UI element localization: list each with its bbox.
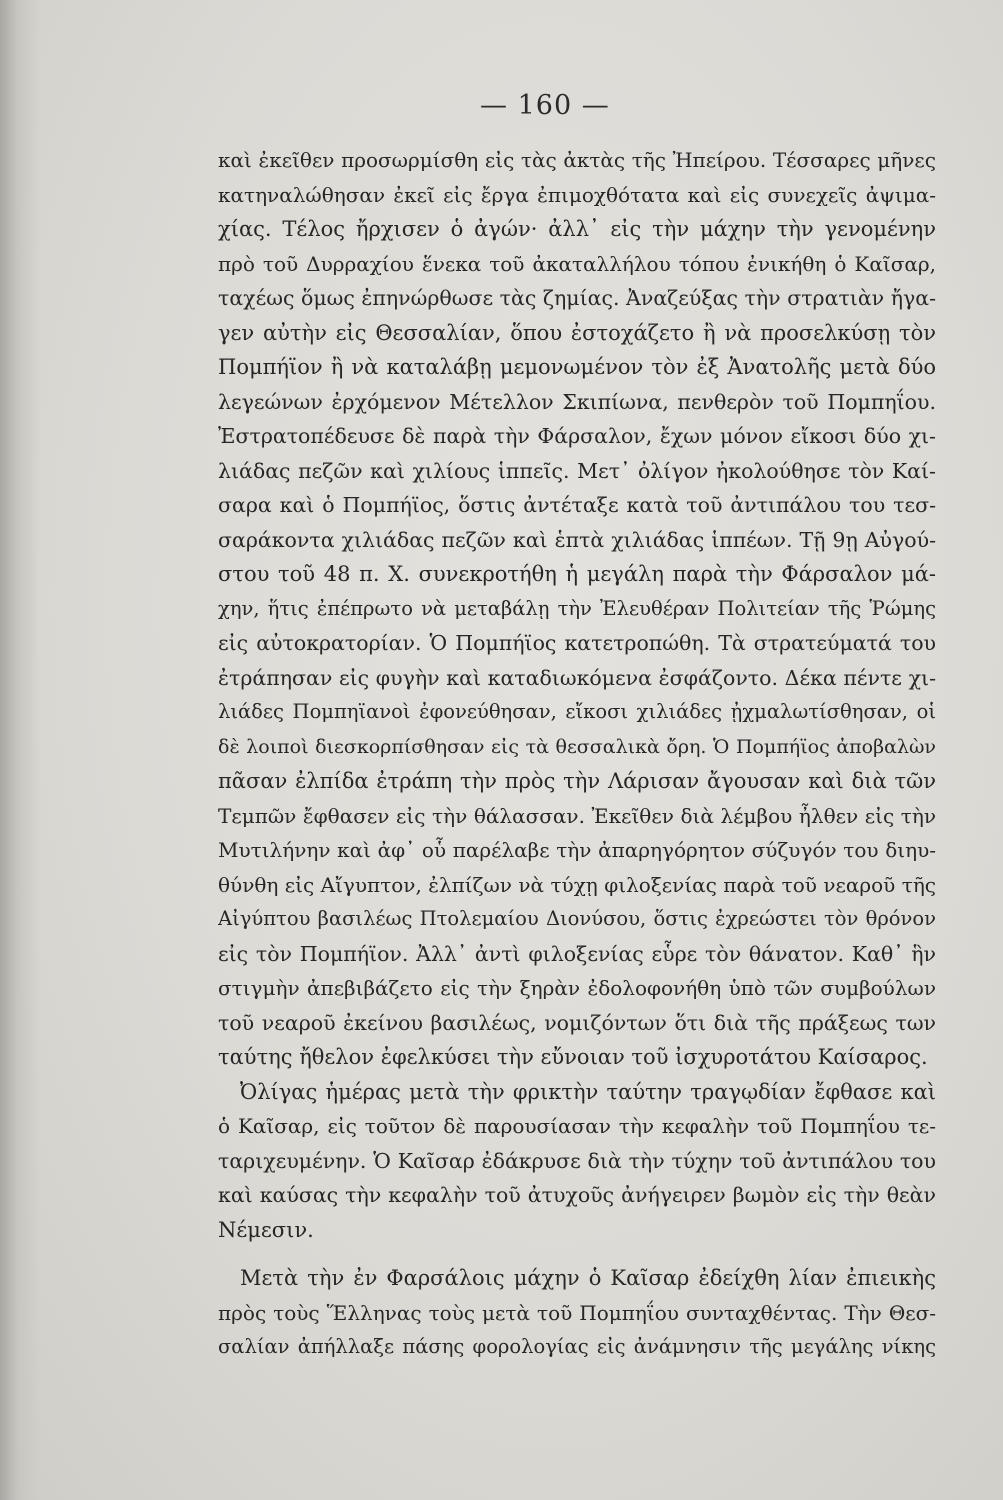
text-line: καὶ ἐκεῖθεν προσωρμίσθη εἰς τὰς ἀκτὰς τῆς Ἠπείρου. Τέσσαρες μῆνες bbox=[218, 148, 936, 172]
paragraph-3 bbox=[218, 1261, 936, 1365]
text-line: Νέμεσιν. bbox=[218, 1217, 314, 1242]
paragraph-1 bbox=[218, 143, 936, 1075]
text-line: πρὸ τοῦ Δυρραχίου ἕνεκα τοῦ ἀκαταλλήλου τόπου ἐνικήθη ὁ Καῖσαρ, bbox=[218, 251, 936, 276]
text-line: χίας. Τέλος ἤρχισεν ὁ ἀγών· ἀλλ᾽ εἰς τὴν μάχην τὴν γενομένην bbox=[218, 217, 936, 241]
text-line: ταχέως ὅμως ἐπηνώρθωσε τὰς ζημίας. Ἀναζεύξας τὴν στρατιὰν ἤγα- bbox=[218, 286, 936, 310]
text-line: ταύτης ἤθελον ἐφελκύσει τὴν εὔνοιαν τοῦ ἰσχυροτάτου Καίσαρος. bbox=[218, 1045, 928, 1069]
text-line: πρὸς τοὺς Ἕλληνας τοὺς μετὰ τοῦ Πομπηΐου συνταχθέντας. Τὴν Θεσ- bbox=[218, 1300, 936, 1325]
paragraph-gap bbox=[218, 1247, 936, 1261]
text-line: θύνθη εἰς Αἴγυπτον, ἐλπίζων νὰ τύχῃ φιλοξενίας παρὰ τοῦ νεαροῦ τῆς bbox=[218, 872, 936, 897]
text-line: Πομπήϊον ἢ νὰ καταλάβῃ μεμονωμένον τὸν ἐξ Ἀνατολῆς μετὰ δύο bbox=[218, 355, 936, 379]
text-line: Ὀλίγας ἡμέρας μετὰ τὴν φρικτὴν ταύτην τραγῳδίαν ἔφθασε καὶ bbox=[240, 1079, 936, 1104]
text-line: στου τοῦ 48 π. Χ. συνεκροτήθη ἡ μεγάλη παρὰ τὴν Φάρσαλον μά- bbox=[218, 562, 936, 586]
text-line: Ἐστρατοπέδευσε δὲ παρὰ τὴν Φάρσαλον, ἔχων μόνον εἴκοσι δύο χι- bbox=[218, 424, 936, 448]
text-line: καὶ καύσας τὴν κεφαλὴν τοῦ ἀτυχοῦς ἀνήγειρεν βωμὸν εἰς τὴν θεὰν bbox=[218, 1183, 936, 1207]
text-line: λεγεώνων ἐρχόμενον Μέτελλον Σκιπίωνα, πενθερὸν τοῦ Πομπηΐου. bbox=[218, 389, 936, 414]
text-line: τοῦ νεαροῦ ἐκείνου βασιλέως, νομιζόντων ὅτι διὰ τῆς πράξεως των bbox=[218, 1010, 936, 1035]
text-line: Μυτιλήνην καὶ ἀφ᾽ οὗ παρέλαβε τὴν ἀπαρηγόρητον σύζυγόν του διηυ- bbox=[218, 838, 936, 862]
binding-shadow bbox=[0, 0, 40, 1500]
text-line: πᾶσαν ἐλπίδα ἐτράπη τὴν πρὸς τὴν Λάρισαν ἄγουσαν καὶ διὰ τῶν bbox=[218, 769, 936, 793]
text-line: χην, ἥτις ἐπέπρωτο νὰ μεταβάλῃ τὴν Ἐλευθέραν Πολιτείαν τῆς Ῥώμης bbox=[218, 596, 936, 620]
paragraph-2 bbox=[218, 1075, 936, 1248]
text-line: ταριχευμένην. Ὁ Καῖσαρ ἐδάκρυσε διὰ τὴν τύχην τοῦ ἀντιπάλου του bbox=[218, 1148, 936, 1173]
text-line: σαλίαν ἀπήλλαξε πάσης φορολογίας εἰς ἀνάμνησιν τῆς μεγάλης νίκης bbox=[218, 1335, 936, 1358]
text-line: σαρα καὶ ὁ Πομπήϊος, ὅστις ἀντέταξε κατὰ τοῦ ἀντιπάλου του τεσ- bbox=[218, 493, 936, 517]
text-line: κατηναλώθησαν ἐκεῖ εἰς ἔργα ἐπιμοχθότατα καὶ εἰς συνεχεῖς ἀψιμα- bbox=[218, 182, 936, 207]
text-line: δὲ λοιποὶ διεσκορπίσθησαν εἰς τὰ θεσσαλικὰ ὄρη. Ὁ Πομπήϊος ἀποβαλὼν bbox=[218, 735, 936, 758]
text-line: λιάδες Πομπηϊανοὶ ἐφονεύθησαν, εἴκοσι χιλιάδες ᾐχμαλωτίσθησαν, οἱ bbox=[218, 700, 936, 723]
text-line: Αἰγύπτου βασιλέως Πτολεμαίου Διονύσου, ὅστις ἐχρεώστει τὸν θρόνον bbox=[218, 907, 936, 930]
text-line: εἰς τὸν Πομπήϊον. Ἀλλ᾽ ἀντὶ φιλοξενίας εὗρε τὸν θάνατον. Καθ᾽ ἣν bbox=[218, 941, 936, 966]
body-text bbox=[218, 143, 936, 1365]
text-line: σαράκοντα χιλιάδας πεζῶν καὶ ἑπτὰ χιλιάδας ἱππέων. Τῇ 9ῃ Αὐγού- bbox=[218, 527, 936, 552]
text-line: ἐτράπησαν εἰς φυγὴν καὶ καταδιωκόμενα ἐσφάζοντο. Δέκα πέντε χι- bbox=[218, 665, 936, 690]
text-line: Τεμπῶν ἔφθασεν εἰς τὴν θάλασσαν. Ἐκεῖθεν διὰ λέμβου ἦλθεν εἰς τὴν bbox=[218, 803, 936, 828]
text-line: ὁ Καῖσαρ, εἰς τοῦτον δὲ παρουσίασαν τὴν κεφαλὴν τοῦ Πομπηΐου τε- bbox=[218, 1114, 936, 1138]
text-line: γεν αὐτὴν εἰς Θεσσαλίαν, ὅπου ἐστοχάζετο ἢ νὰ προσελκύσῃ τὸν bbox=[218, 320, 936, 345]
text-line: λιάδας πεζῶν καὶ χιλίους ἱππεῖς. Μετ᾽ ὀλίγον ἠκολούθησε τὸν Καί- bbox=[218, 458, 936, 483]
text-line: Μετὰ τὴν ἐν Φαρσάλοις μάχην ὁ Καῖσαρ ἐδείχθη λίαν ἐπιεικὴς bbox=[240, 1266, 936, 1290]
text-line: στιγμὴν ἀπεβιβάζετο εἰς τὴν ξηρὰν ἐδολοφονήθη ὑπὸ τῶν συμβούλων bbox=[218, 976, 936, 1000]
page-number: — 160 — bbox=[480, 90, 610, 121]
text-line: εἰς αὐτοκρατορίαν. Ὁ Πομπήϊος κατετροπώθη. Τὰ στρατεύματά του bbox=[218, 631, 936, 655]
